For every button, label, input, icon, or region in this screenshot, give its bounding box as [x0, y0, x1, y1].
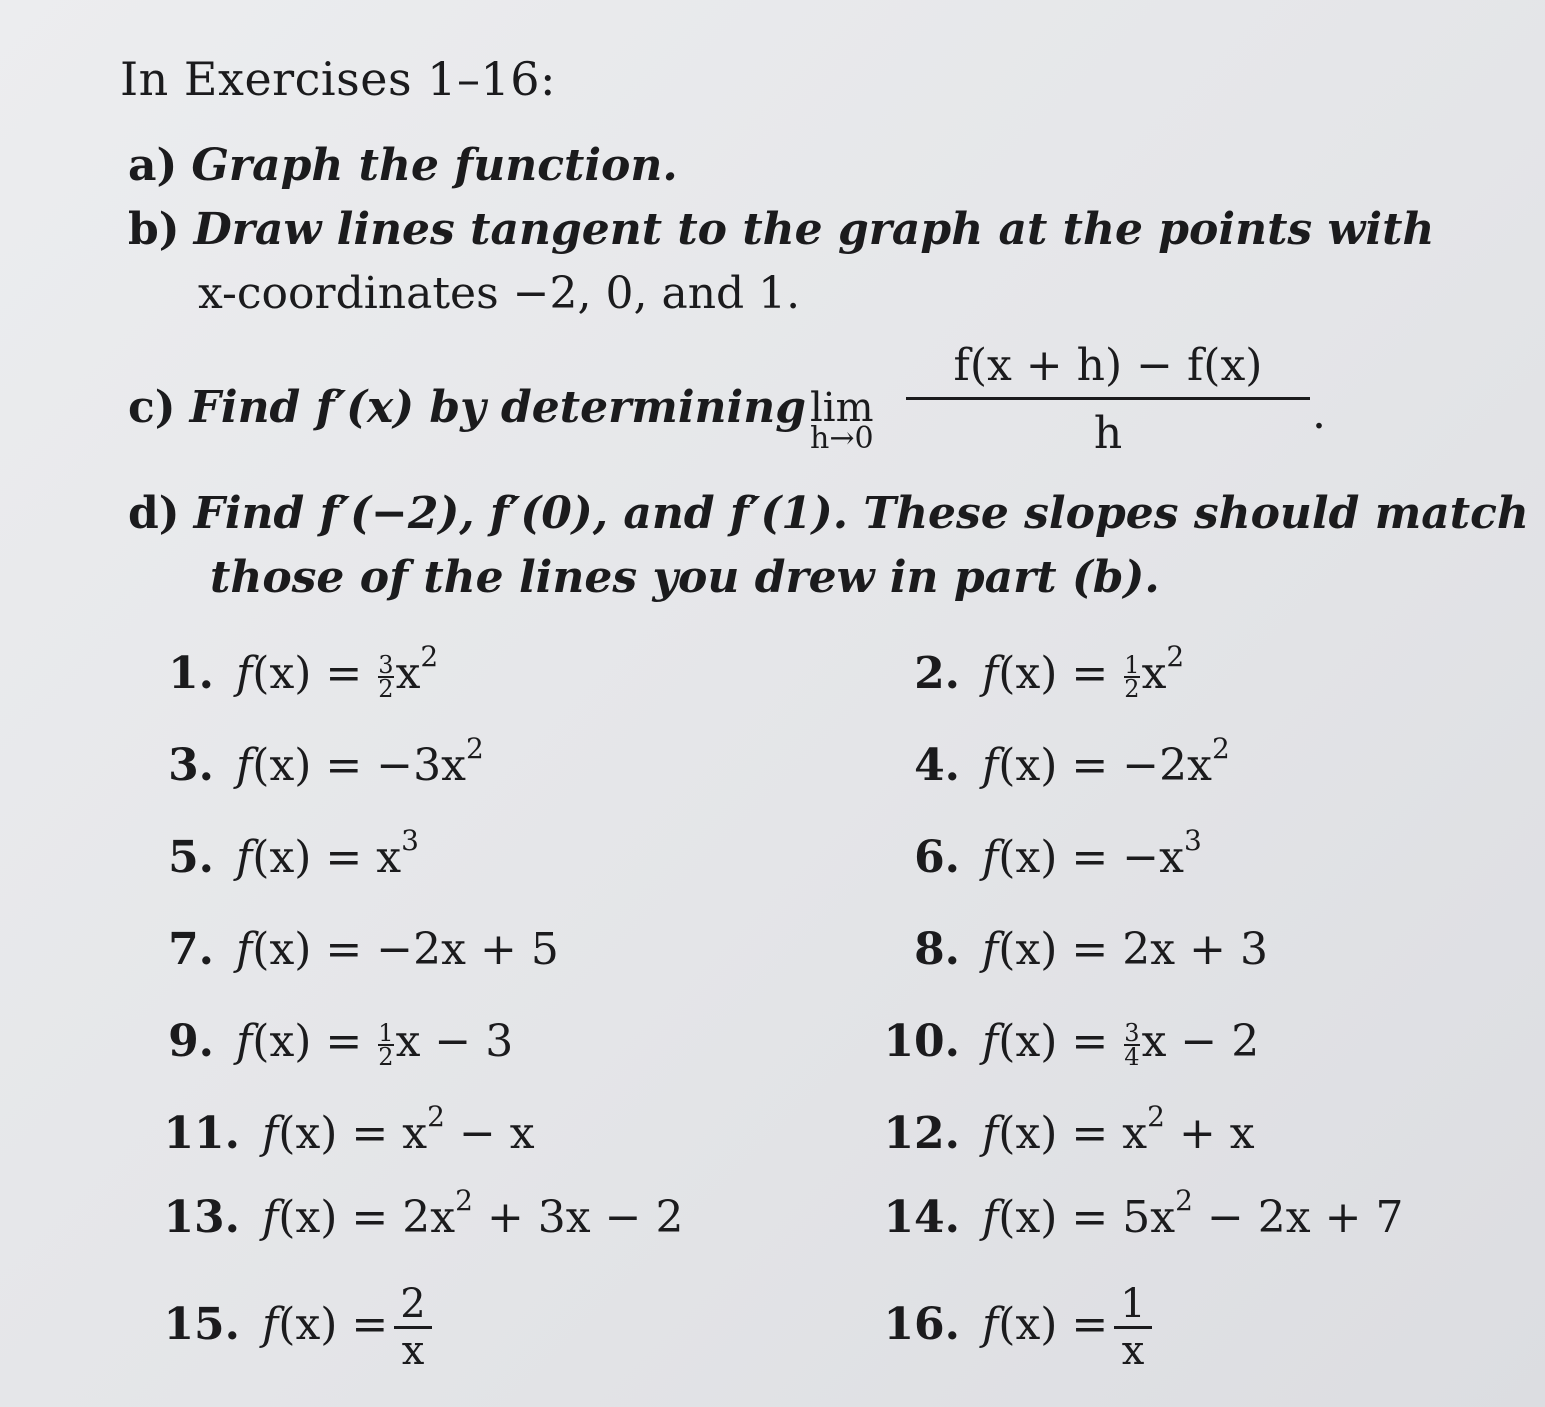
part-c-label: c) — [128, 382, 176, 433]
part-d-label: d) — [128, 488, 180, 539]
exercise-1: 1. f(x) = $\frac{3}{2}$ $x^2$ — [168, 640, 439, 703]
fraction: $\frac{1}{2}$ — [1124, 650, 1140, 703]
exercise-3: 3. $f(x) = -3x^2$ — [168, 732, 484, 791]
exercise-13: 13. $f(x) = 2x^2 + 3x - 2$ — [163, 1184, 684, 1243]
part-c — [128, 382, 806, 433]
part-d — [128, 488, 1529, 539]
exercise-16: 16. f(x) = $\frac{1}{x}$ — [880, 1282, 1152, 1373]
part-d-line1: Find f′(−2), f′(0), and f′(1). These slopes should match — [193, 488, 1529, 539]
difference-quotient-denominator: h — [1093, 408, 1123, 459]
difference-quotient-numerator: f(x + h) − f(x) — [953, 340, 1263, 391]
fraction: $\frac{3}{2}$ — [378, 650, 394, 703]
part-c-text: Find f′(x) by determining — [189, 382, 806, 433]
part-d-line2: those of the lines you drew in part (b). — [210, 552, 1160, 603]
part-c-period: . — [1312, 388, 1326, 439]
limit-operator — [810, 385, 874, 456]
exercise-2: 2. f(x) = $\frac{1}{2}$ $x^2$ — [914, 640, 1185, 703]
part-b — [128, 204, 1434, 255]
exercise-5: 5. $f(x) = x^3$ — [168, 824, 419, 883]
part-a — [128, 140, 678, 191]
part-a-label: a) — [128, 140, 178, 191]
limit-subscript: h→0 — [810, 421, 874, 456]
difference-quotient — [906, 340, 1310, 459]
limit-word: lim — [810, 385, 874, 431]
fraction: $\frac{1}{2}$ — [378, 1018, 394, 1071]
exercise-14: 14. $f(x) = 5x^2 - 2x + 7$ — [883, 1184, 1404, 1243]
exercise-8: 8. f(x) = 2x + 3 — [914, 924, 1268, 975]
fraction: $\frac{1}{x}$ — [1114, 1282, 1151, 1373]
exercise-15: 15. f(x) = $\frac{2}{x}$ — [150, 1282, 432, 1373]
part-b-line1: Draw lines tangent to the graph at the points with — [193, 204, 1435, 255]
exercise-12: 12. $f(x) = x^2 + x$ — [883, 1100, 1255, 1159]
exercise-9: 9. f(x) = $\frac{1}{2}$ x − 3 — [168, 1016, 514, 1071]
part-a-text: Graph the function. — [191, 140, 678, 191]
fraction: $\frac{3}{4}$ — [1124, 1018, 1140, 1071]
part-b-label: b) — [128, 204, 180, 255]
exercise-4: 4. $f(x) = -2x^2$ — [914, 732, 1230, 791]
exercise-7: 7. f(x) = −2x + 5 — [168, 924, 559, 975]
fraction: $\frac{2}{x}$ — [394, 1282, 431, 1373]
exercise-6: 6. $f(x) = -x^3$ — [914, 824, 1202, 883]
exercise-10: 10. f(x) = $\frac{3}{4}$ x − 2 — [883, 1016, 1260, 1071]
exercise-11: 11. $f(x) = x^2 - x$ — [163, 1100, 535, 1159]
exercise-heading: In Exercises 1–16: — [120, 52, 556, 106]
part-b-line2: x-coordinates −2, 0, and 1. — [198, 268, 801, 319]
